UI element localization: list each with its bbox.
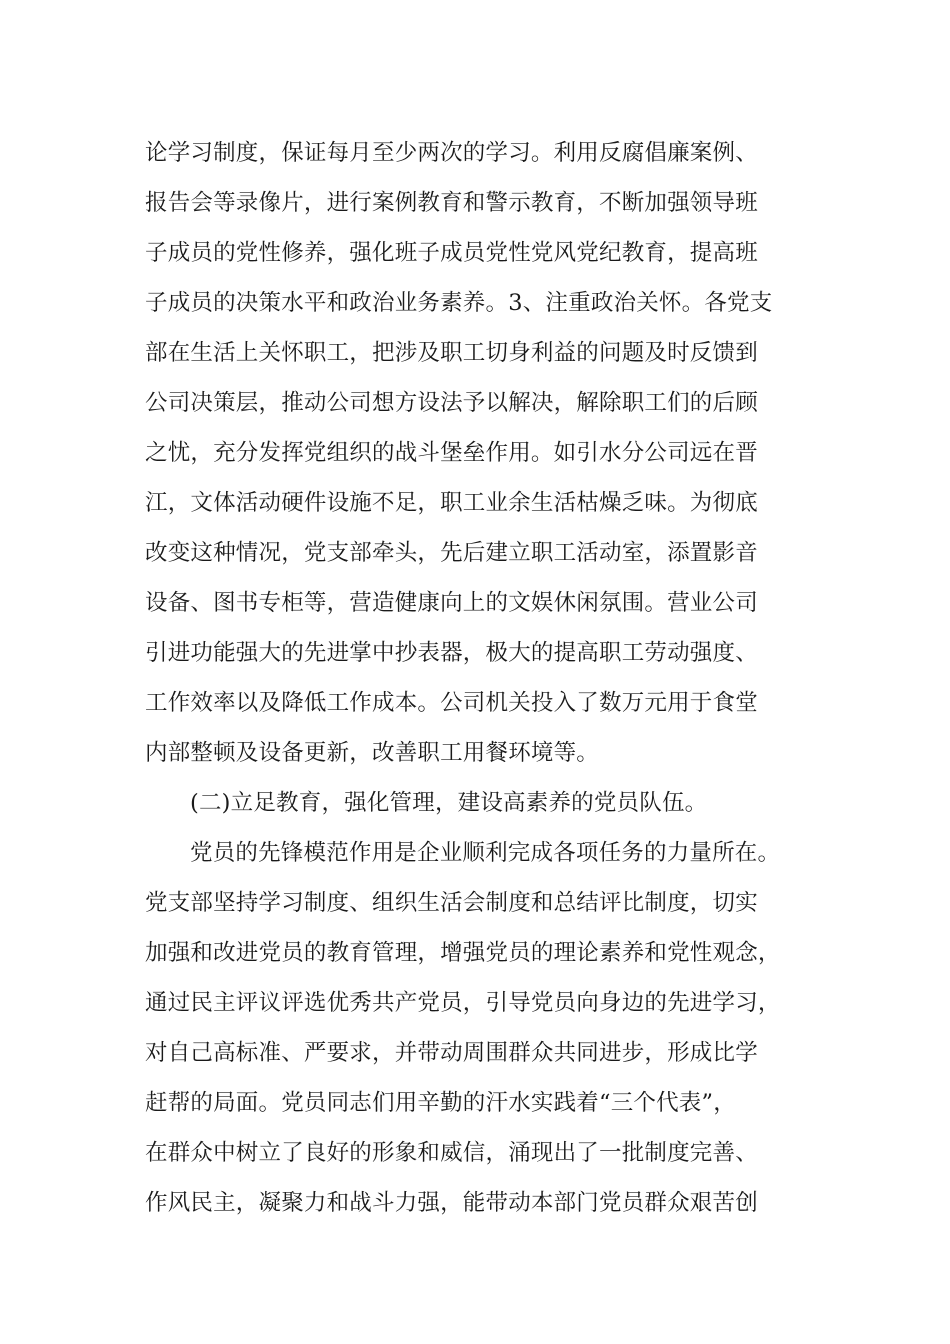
- text-line: 引进功能强大的先进掌中抄表器，极大的提高职工劳动强度、: [145, 640, 758, 666]
- text-line: 在群众中树立了良好的形象和威信，涌现出了一批制度完善、: [145, 1140, 758, 1166]
- text-line: 论学习制度，保证每月至少两次的学习。利用反腐倡廉案例、: [145, 140, 758, 166]
- text-line: 赶帮的局面。党员同志们用辛勤的汗水实践着“三个代表”，: [145, 1090, 736, 1116]
- text-line: 加强和改进党员的教育管理，增强党员的理论素养和党性观念，: [145, 940, 781, 966]
- text-line: 工作效率以及降低工作成本。公司机关投入了数万元用于食堂: [145, 690, 758, 716]
- text-line: 内部整顿及设备更新，改善职工用餐环境等。: [145, 740, 600, 766]
- text-line: 江，文体活动硬件设施不足，职工业余生活枯燥乏味。为彻底: [145, 490, 758, 516]
- text-line: 部在生活上关怀职工，把涉及职工切身利益的问题及时反馈到: [145, 340, 758, 366]
- section-heading: (二)立足教育，强化管理，建设高素养的党员队伍。: [190, 790, 708, 816]
- text-line: 子成员的决策水平和政治业务素养。3、注重政治关怀。各党支: [145, 290, 773, 316]
- text-line: 子成员的党性修养，强化班子成员党性党风党纪教育，提高班: [145, 240, 758, 266]
- text-line: 通过民主评议评选优秀共产党员，引导党员向身边的先进学习，: [145, 990, 781, 1016]
- text-line: 改变这种情况，党支部牵头，先后建立职工活动室，添置影音: [145, 540, 758, 566]
- text-line: 作风民主，凝聚力和战斗力强，能带动本部门党员群众艰苦创: [145, 1190, 758, 1216]
- text-line: 之忧，充分发挥党组织的战斗堡垒作用。如引水分公司远在晋: [145, 440, 758, 466]
- text-line: 党支部坚持学习制度、组织生活会制度和总结评比制度，切实: [145, 890, 758, 916]
- text-line: 设备、图书专柜等，营造健康向上的文娱休闲氛围。营业公司: [145, 590, 758, 616]
- text-line: 公司决策层，推动公司想方设法予以解决，解除职工们的后顾: [145, 390, 758, 416]
- text-line: 报告会等录像片，进行案例教育和警示教育，不断加强领导班: [145, 190, 758, 216]
- text-line: 党员的先锋模范作用是企业顺利完成各项任务的力量所在。: [190, 840, 781, 866]
- text-line: 对自己高标准、严要求，并带动周围群众共同进步，形成比学: [145, 1040, 758, 1066]
